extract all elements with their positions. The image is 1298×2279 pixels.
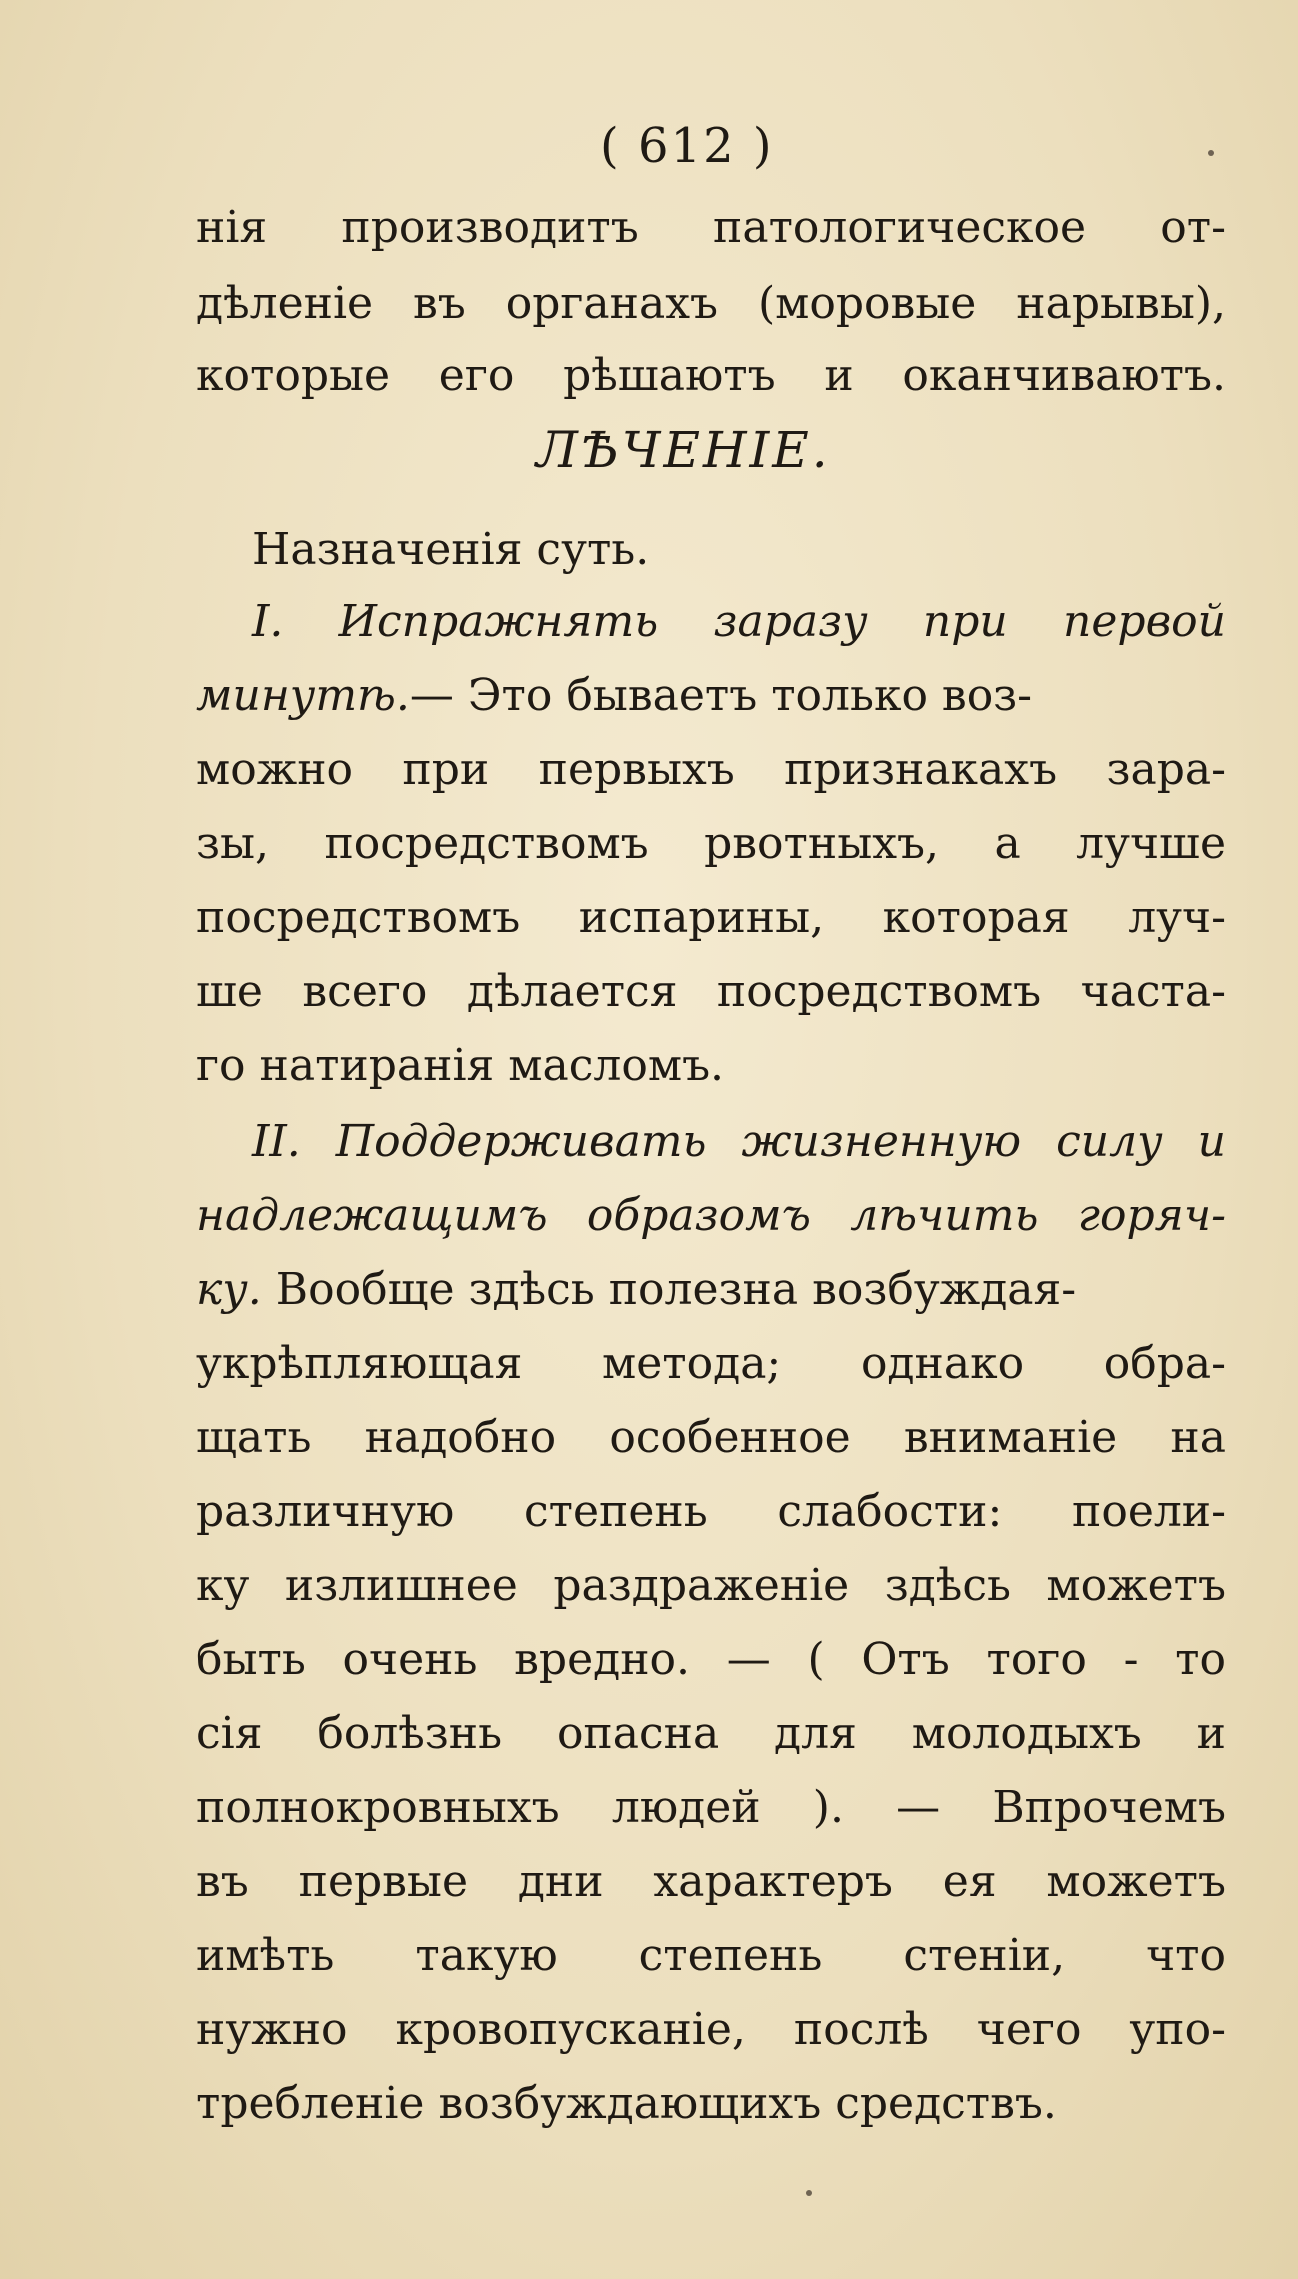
text-line-italic: II. Поддерживать жизненную силу и: [252, 1116, 1226, 1167]
text-line: [196, 666, 1226, 726]
text-line: укрѣпляющая метода; однако обра-: [196, 1338, 1226, 1389]
text-line: посредствомъ испарины, которая луч-: [196, 892, 1226, 943]
text-span: Вообще здѣсь полезна возбуждая-: [261, 1264, 1077, 1315]
print-speck: [806, 2190, 812, 2196]
italic-phrase: ку.: [196, 1264, 262, 1315]
text-line: требленіе возбуждающихъ средствъ.: [196, 2078, 1057, 2129]
text-line: можно при первыхъ признакахъ зара-: [196, 744, 1226, 795]
text-line: въ первые дни характеръ ея можетъ: [196, 1856, 1226, 1907]
text-line: нужно кровопусканіе, послѣ чего упо-: [196, 2004, 1226, 2055]
text-line: ше всего дѣлается посредствомъ часта-: [196, 966, 1226, 1017]
print-speck: [1208, 150, 1214, 156]
section-heading: ЛѢЧЕНІЕ.: [536, 421, 831, 479]
text-line: быть очень вредно. — ( Отъ того - то: [196, 1634, 1226, 1685]
text-line: имѣть такую степень стеніи, что: [196, 1930, 1226, 1981]
text-line: го натиранія масломъ.: [196, 1040, 725, 1091]
text-line-italic: надлежащимъ образомъ лѣчить горяч-: [196, 1190, 1226, 1241]
text-line: различную степень слабости: поели-: [196, 1486, 1226, 1537]
text-line: ку излишнее раздраженіе здѣсь можетъ: [196, 1560, 1226, 1611]
italic-phrase: минутѣ.: [196, 670, 410, 721]
text-line: дѣленіе въ органахъ (моровые нарывы),: [196, 278, 1226, 329]
text-line: щать надобно особенное вниманіе на: [196, 1412, 1226, 1463]
text-line: Назначенія суть.: [252, 524, 650, 575]
text-line: зы, посредствомъ рвотныхъ, а лучше: [196, 818, 1226, 869]
text-line: полнокровныхъ людей ). — Впрочемъ: [196, 1782, 1226, 1833]
page-number: ( 612 ): [600, 118, 774, 174]
text-line: [196, 1260, 1226, 1320]
text-line: сія болѣзнь опасна для молодыхъ и: [196, 1708, 1226, 1759]
text-line: которые его рѣшаютъ и оканчиваютъ.: [196, 350, 1226, 401]
text-line-italic: I. Испражнять заразу при первой: [252, 596, 1226, 647]
text-line: нія производитъ патологическое от-: [196, 202, 1226, 253]
text-span: — Это бываетъ только воз-: [409, 670, 1033, 721]
